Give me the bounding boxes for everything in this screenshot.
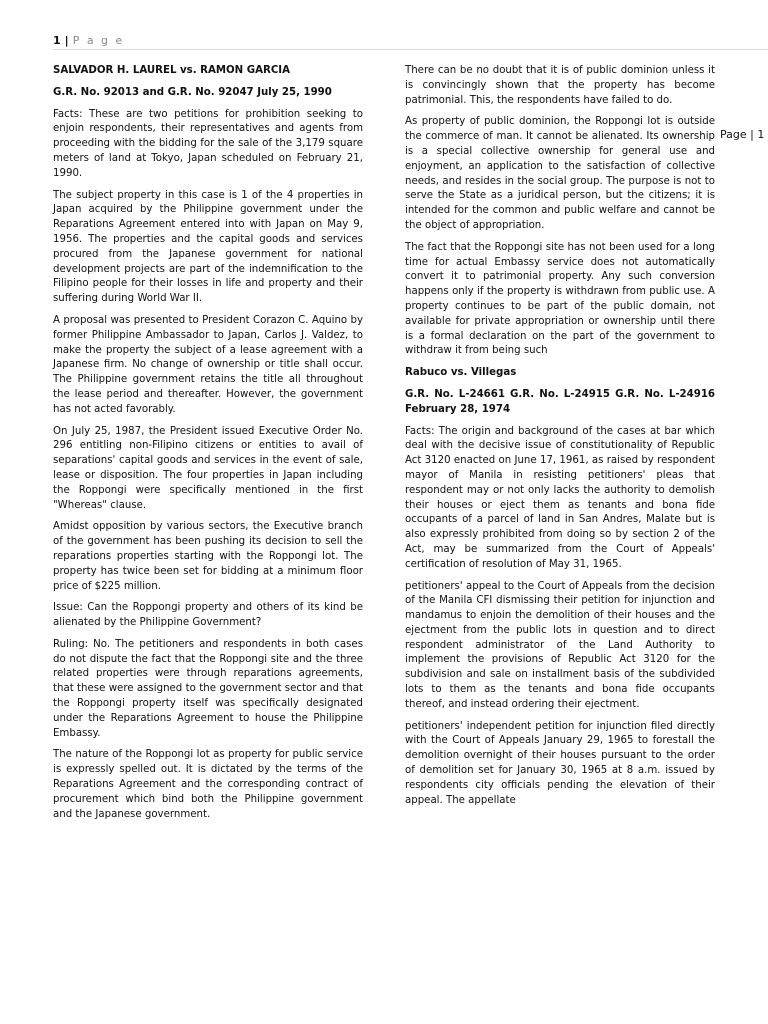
page-header [53, 34, 753, 47]
paragraph: petitioners' independent petition for injunction filed directly with the Court of Appeals January 29, 1965 to forestall the demolition overnight of their houses pursuant to the order of demolition set for January 30, 1965 at 8 a.m. issued by respondents city officials pending the elevation of their appeal. The appellate [405, 720, 715, 806]
paragraph: Amidst opposition by various sectors, the Executive branch of the government has been pushing its decision to sell the reparations properties starting with the Roppongi lot. The property has twice been set for bidding at a minimum floor price of $225 million. [53, 521, 363, 592]
paragraph: petitioners' appeal to the Court of Appeals from the decision of the Manila CFI dismissing their petition for injunction and mandamus to enjoin the demolition of their houses and the ejectment from the public lots in question and to direct respondent administrator of the Land Authority to implement the provisions of Republic Act 3120 for the subdivision and sale on installment basis of the subdivided lots to them as the tenants and bona fide occupants thereof, and instead ordering their ejectment. [405, 580, 715, 710]
paragraph: As property of public dominion, the Roppongi lot is outside the commerce of man. It cannot be alienated. Its ownership is a special collective ownership for general use and enjoyment, an application to the satisfaction of collective needs, and resides in the social group. The purpose is not to serve the State as a juridical person, but the citizens; it is intended for the common and public welfare and cannot be the object of appropriation. [405, 116, 715, 231]
paragraph: Facts: The origin and background of the cases at bar which deal with the decisive issue of constitutionality of Republic Act 3120 enacted on June 17, 1961, as raised by respondent mayor of Manila in resisting petitioners' pleas that respondent may or not only lacks the authority to demolish their houses or eject them as tenants and bona fide occupants of a parcel of land in San Andres, Malate but is also expressly prohibited from doing so by section 2 of the Act, may be summarized from the Court of Appeals' certification of resolution of May 31, 1965. [405, 425, 715, 570]
page-side-note: Page | 1 [720, 128, 765, 141]
paragraph: On July 25, 1987, the President issued Executive Order No. 296 entitling non-Filipino citizens or entities to avail of separations' capital goods and services in the event of sale, lease or disposition. The four properties in Japan including the Roppongi were specifically mentioned in the first "Whereas" clause. [53, 425, 363, 511]
page-number: 1 [53, 34, 62, 47]
paragraph: G.R. No. 92013 and G.R. No. 92047 July 25, 1990 [53, 86, 332, 98]
paragraph: A proposal was presented to President Corazon C. Aquino by former Philippine Ambassador to Japan, Carlos J. Valdez, to make the property the subject of a lease agreement with a Japanese firm. No change of ownership or title shall occur. The Philippine government retains the title all throughout the lease period and thereafter. However, the government has not acted favorably. [53, 314, 363, 415]
paragraph: Ruling: No. The petitioners and respondents in both cases do not dispute the fact that the Roppongi site and the three related properties were through reparations agreements, that these were assigned to the government sector and that the Roppongi property itself was specifically designated under the Reparations Agreement to house the Philippine Embassy. [53, 638, 363, 739]
paragraph: Facts: These are two petitions for prohibition seeking to enjoin respondents, their representatives and agents from proceeding with the bidding for the sale of the 3,179 square meters of land at Tokyo, Japan scheduled on February 21, 1990. [53, 108, 363, 179]
paragraph: The fact that the Roppongi site has not been used for a long time for actual Embassy service does not automatically convert it to patrimonial property. Any such conversion happens only if the property is withdrawn from public use. A property continues to be part of the public domain, not available for private appropriation or ownership until there is a formal declaration on the part of the government to withdraw it from being such [405, 241, 715, 357]
page-label: P a g e [72, 34, 125, 47]
paragraph: The nature of the Roppongi lot as property for public service is expressly spelled out. It is dictated by the terms of the Reparations Agreement and the corresponding contract of procurement which bind both the Philippine government and the Japanese government. [53, 749, 363, 820]
paragraph: There can be no doubt that it is of public dominion unless it is convincingly shown that the property has become patrimonial. This, the respondents have failed to do. [405, 65, 715, 106]
paragraph: SALVADOR H. LAUREL vs. RAMON GARCIA [53, 65, 290, 76]
right-column [405, 64, 715, 815]
page-separator: | [64, 34, 70, 47]
paragraph: Rabuco vs. Villegas [405, 367, 517, 379]
left-column [53, 64, 363, 829]
paragraph: Issue: Can the Roppongi property and others of its kind be alienated by the Philippine Government? [53, 602, 363, 629]
paragraph: The subject property in this case is 1 of the 4 properties in Japan acquired by the Philippine government under the Reparations Agreement entered into with Japan on May 9, 1956. The properties and the capital goods and services procured from the Japanese government for national development projects are part of the indemnification to the Filipino people for their losses in life and property and their suffering during World War II. [53, 189, 363, 305]
paragraph: G.R. No. L-24661 G.R. No. L-24915 G.R. No. L-24916 February 28, 1974 [405, 388, 715, 415]
header-divider [53, 49, 768, 50]
